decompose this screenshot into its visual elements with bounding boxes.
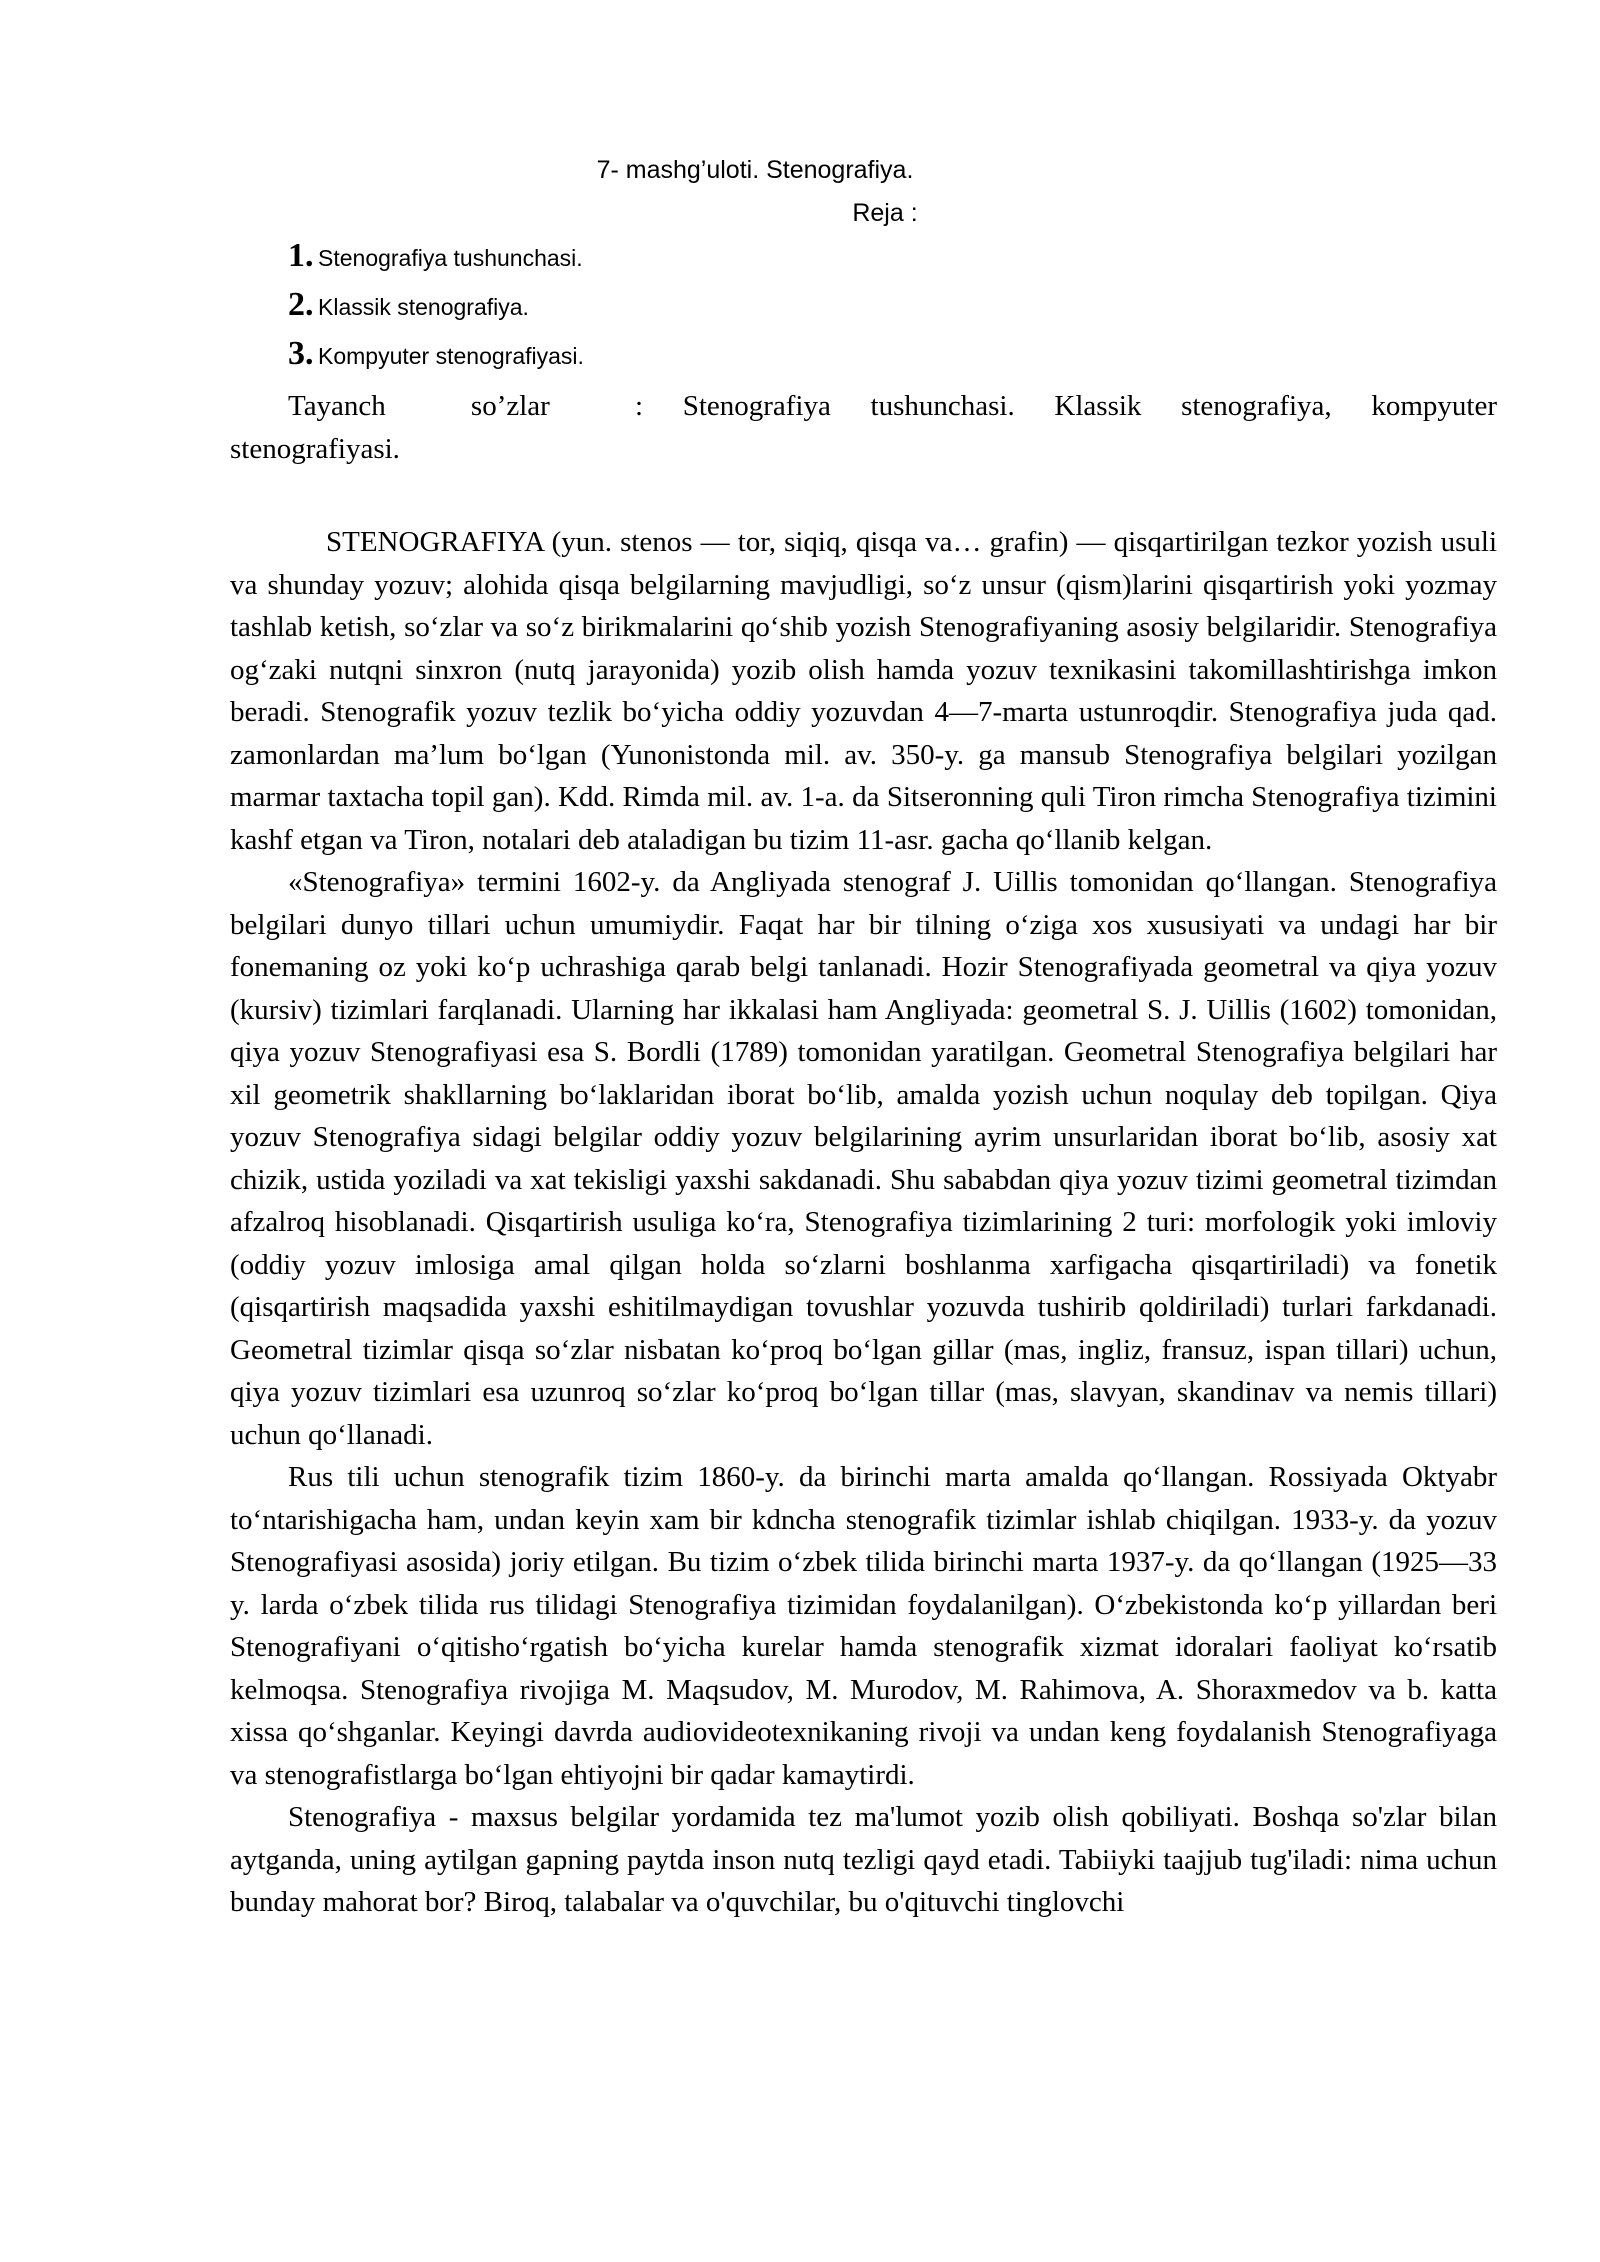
- paragraph: Stenografiya - maxsus belgilar yordamida tez ma'lumot yozib olish qobiliyati. Boshqa so'zlar bilan aytganda, uning aytilgan gapning paytda inson nutq tezligi qayd etadi. Tabiiyki taajjub tug'iladi: nima uchun bunday mahorat bor? Biroq, talabalar va o'quvchilar, bu o'qituvchi tinglovchi: [230, 1801, 1497, 1918]
- plan-item-text: Kompyuter stenografiyasi.: [318, 343, 584, 369]
- paragraph: «Stenografiya» termini 1602-y. da Angliyada stenograf J. Uillis tomonidan qo‘llangan. Stenografiya belgilari dunyo tillari uchun umumiydir. Faqat har bir tilning o‘ziga xos xususiyati va undagi har bir fonemaning oz yoki ko‘p uchrashiga qarab belgi tanlanadi. Hozir Stenografiyada geometral va qiya yozuv (kursiv) tizimlari farqlanadi. Ularning har ikkalasi ham Angliyada: geometral S. J. Uillis (1602) tomonidan, qiya yozuv Stenografiyasi esa S. Bordli (1789) tomonidan yaratilgan. Geometral Stenografiya belgilari har xil geometrik shakllarning bo‘laklaridan iborat bo‘lib, amalda yozish uchun noqulay deb topilgan. Qiya yozuv Stenografiya sidagi belgilar oddiy yozuv belgilarining ayrim unsurlaridan iborat bo‘lib, asosiy xat chizik, ustida yoziladi va xat tekisligi yaxshi sakdanadi. Shu sababdan qiya yozuv tizimi geometral tizimdan afzalroq hisoblanadi. Qisqartirish usuliga ko‘ra, Stenografiya tizimlarining 2 turi: morfologik yoki imloviy (oddiy yozuv imlosiga amal qilgan holda so‘zlarni boshlanma xarfigacha qisqartiriladi) va fonetik (qisqartirish maqsadida yaxshi eshitilmaydigan tovushlar yozuvda tushirib qoldiriladi) turlari farkdanadi. Geometral tizimlar qisqa so‘zlar nisbatan ko‘proq bo‘lgan gillar (mas, ingliz, fransuz, ispan tillari) uchun, qiya yozuv tizimlari esa uzunroq so‘zlar ko‘proq bo‘lgan tillar (mas, slavyan, skandinav va nemis tillari) uchun qo‘llanadi.: [230, 866, 1497, 1451]
- paragraph: Rus tili uchun stenografik tizim 1860-y. da birinchi marta amalda qo‘llangan. Rossiyada Oktyabr to‘ntarishigacha ham, undan keyin xam bir kdncha stenografik tizimlar ishlab chiqilgan. 1933-y. da yozuv Stenografiyasi asosida) joriy etilgan. Bu tizim o‘zbek tilida birinchi marta 1937-y. da qo‘llangan (1925—33 y. larda o‘zbek tilida rus tilidagi Stenografiya tizimidan foydalanilgan). O‘zbekistonda ko‘p yillardan beri Stenografiyani o‘qitisho‘rgatish bo‘yicha kurelar hamda stenografik xizmat idoralari faoliyat ko‘rsatib kelmoqsa. Stenografiya rivojiga M. Maqsudov, M. Murodov, M. Rahimova, A. Shoraxmedov va b. katta xissa qo‘shganlar. Keyingi davrda audiovideotexnikaning rivoji va undan keng foydalanish Stenografiyaga va stenografistlarga bo‘lgan ehtiyojni bir qadar kamaytirdi.: [230, 1461, 1497, 1791]
- plan-item-number: 3.: [288, 335, 314, 372]
- keywords-label: Tayanch so’zlar :: [288, 390, 643, 422]
- plan-item-number: 2.: [288, 286, 314, 323]
- plan-list: [288, 235, 584, 382]
- plan-item-text: Stenografiya tushunchasi.: [318, 245, 583, 271]
- document-title: 7- mashg’uloti. Stenografiya.: [596, 156, 914, 184]
- plan-item: [288, 333, 584, 382]
- plan-item: [288, 284, 584, 333]
- document-body: [230, 521, 1497, 1924]
- paragraph: STENOGRAFIYA (yun. stenos — tor, siqiq, qisqa va… grafin) — qisqartirilgan tezkor yozish usuli va shunday yozuv; alohida qisqa belgilarning mavjudligi, so‘z unsur (qism)larini qisqartirish yoki yozmay tashlab ketish, so‘zlar va so‘z birikmalarini qo‘shib yozish Stenografiyaning asosiy belgilaridir. Stenografiya og‘zaki nutqni sinxron (nutq jarayonida) yozib olish hamda yozuv texnikasini takomillashtirishga imkon beradi. Stenografik yozuv tezlik bo‘yicha oddiy yozuvdan 4—7-marta ustunroqdir. Stenografiya juda qad. zamonlardan ma’lum bo‘lgan (Yunonistonda mil. av. 350-y. ga mansub Stenografiya belgilari yozilgan marmar taxtacha topil gan). Kdd. Rimda mil. av. 1-a. da Sitseronning quli Tiron rimcha Stenografiya tizimini kashf etgan va Tiron, notalari deb ataladigan bu tizim 11-asr. gacha qo‘llanib kelgan.: [230, 526, 1497, 856]
- plan-item: [288, 235, 584, 284]
- plan-item-number: 1.: [288, 237, 314, 274]
- keywords-block: [230, 385, 1497, 470]
- keywords-text: Stenografiya tushunchasi. Klassik stenografiya, kompyuter stenografiyasi.: [230, 390, 1497, 465]
- plan-heading: Reja :: [852, 199, 918, 227]
- plan-item-text: Klassik stenografiya.: [318, 294, 529, 320]
